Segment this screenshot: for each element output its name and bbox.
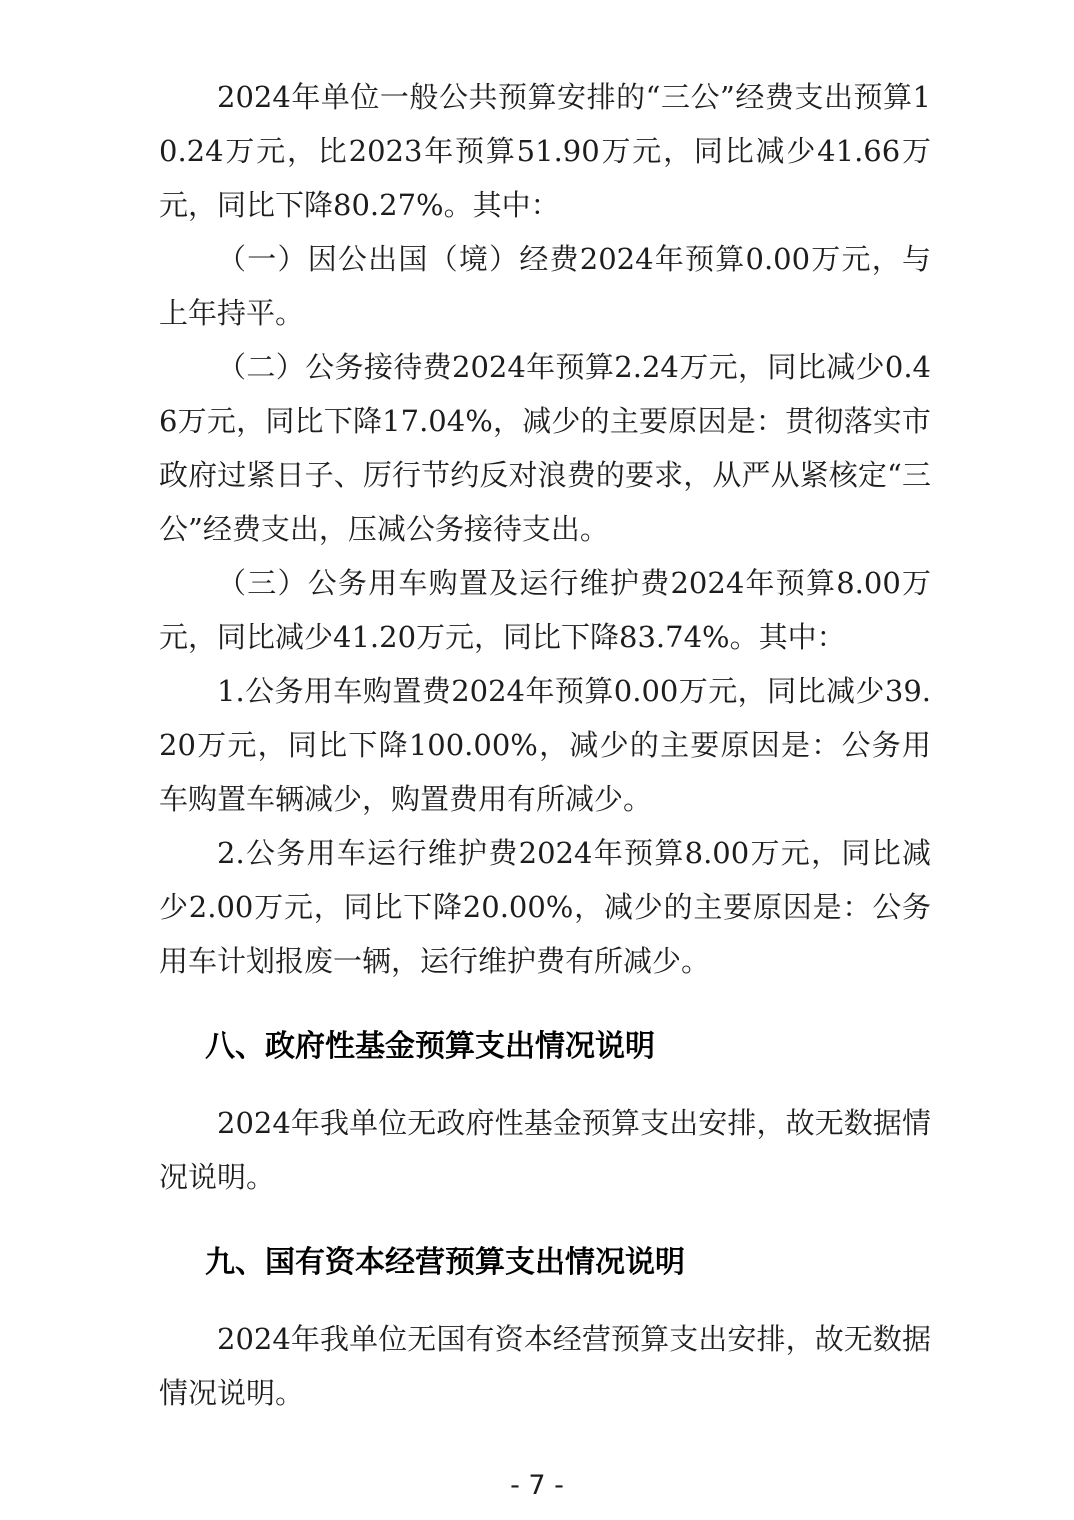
page-number: - 7 -	[510, 1470, 564, 1501]
paragraph-state-capital-budget-note: 2024年我单位无国有资本经营预算支出安排，故无数据情况说明。	[159, 1322, 931, 1410]
section-heading-state-capital-budget: 九、国有资本经营预算支出情况说明	[205, 1246, 685, 1279]
paragraph-vehicle-maintenance-expense: 2.公务用车运行维护费2024年预算8.00万元，同比减少2.00万元，同比下降20.00%，减少的主要原因是：公务用车计划报废一辆，运行维护费有所减少。	[159, 836, 931, 978]
paragraph-sangong-budget-summary: 2024年单位一般公共预算安排的“三公”经费支出预算10.24万元，比2023年预算51.90万元，同比减少41.66万元，同比下降80.27%。其中：	[159, 80, 931, 222]
paragraph-vehicle-purchase-expense: 1.公务用车购置费2024年预算0.00万元，同比减少39.20万元，同比下降100.00%，减少的主要原因是：公务用车购置车辆减少，购置费用有所减少。	[159, 674, 931, 816]
section-heading-government-fund-budget: 八、政府性基金预算支出情况说明	[205, 1030, 655, 1063]
paragraph-official-reception-expense: （二）公务接待费2024年预算2.24万元，同比减少0.46万元，同比下降17.04%，减少的主要原因是：贯彻落实市政府过紧日子、厉行节约反对浪费的要求，从严从紧核定“三公”经费支出，压减公务接待支出。	[159, 350, 931, 546]
paragraph-government-fund-budget-note: 2024年我单位无政府性基金预算支出安排，故无数据情况说明。	[159, 1106, 931, 1194]
document-content	[159, 70, 931, 1420]
paragraph-vehicle-purchase-and-maintenance-total: （三）公务用车购置及运行维护费2024年预算8.00万元，同比减少41.20万元，同比下降83.74%。其中：	[159, 566, 931, 654]
paragraph-overseas-travel-expense: （一）因公出国（境）经费2024年预算0.00万元，与上年持平。	[159, 242, 931, 330]
